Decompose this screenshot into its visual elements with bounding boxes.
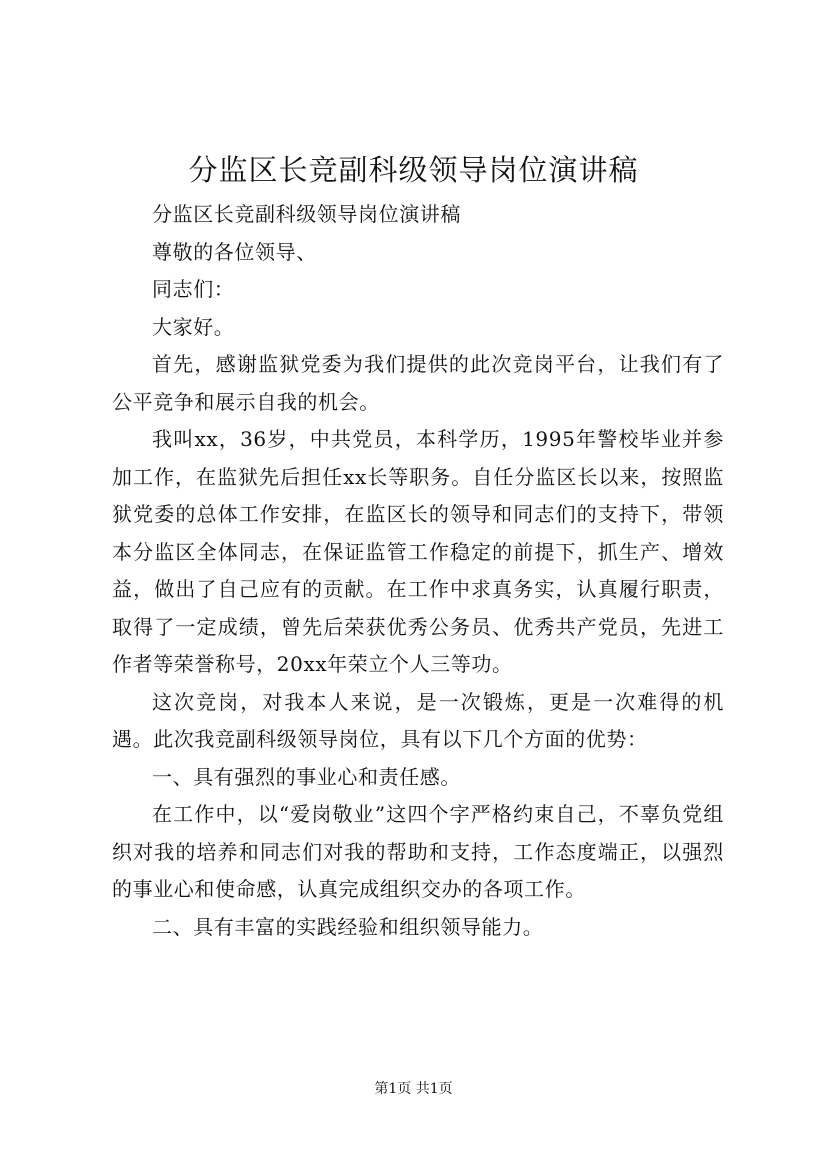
- paragraph-self-intro: 我叫xx，36岁，中共党员，本科学历，1995年警校毕业并参加工作，在监狱先后担任xx长等职务。自任分监区长以来，按照监狱党委的总体工作安排，在监区长的领导和同志们的支持下，带领本分监区全体同志，在保证监管工作稳定的前提下，抓生产、增效益，做出了自己应有的贡献。在工作中求真务实，认真履行职责，取得了一定成绩，曾先后荣获优秀公务员、优秀共产党员，先进工作者等荣誉称号，20xx年荣立个人三等功。: [112, 427, 724, 676]
- paragraph-advantages-intro: 这次竞岗，对我本人来说，是一次锻炼，更是一次难得的机遇。此次我竞副科级领导岗位，具有以下几个方面的优势：: [112, 689, 724, 751]
- document-title: 分监区长竞副科级领导岗位演讲稿: [188, 153, 639, 187]
- paragraph-greeting: 大家好。: [152, 314, 235, 339]
- document-body: [112, 196, 724, 946]
- paragraph-salutation-1: 尊敬的各位领导、: [152, 239, 317, 264]
- paragraph-subtitle: 分监区长竞副科级领导岗位演讲稿: [152, 202, 461, 226]
- paragraph-thanks: 首先，感谢监狱党委为我们提供的此次竞岗平台，让我们有了公平竞争和展示自我的机会。: [112, 352, 724, 414]
- paragraph-salutation-2: 同志们：: [152, 277, 235, 301]
- paragraph-heading-1: 一、具有强烈的事业心和责任感。: [152, 764, 461, 789]
- paragraph-point-1: 在工作中，以“爱岗敬业”这四个字严格约束自己，不辜负党组织对我的培养和同志们对我的帮助和支持，工作态度端正，以强烈的事业心和使命感，认真完成组织交办的各项工作。: [112, 802, 724, 901]
- paragraph-heading-2: 二、具有丰富的实践经验和组织领导能力。: [152, 914, 544, 939]
- page-footer: 第1页 共1页: [374, 1081, 453, 1097]
